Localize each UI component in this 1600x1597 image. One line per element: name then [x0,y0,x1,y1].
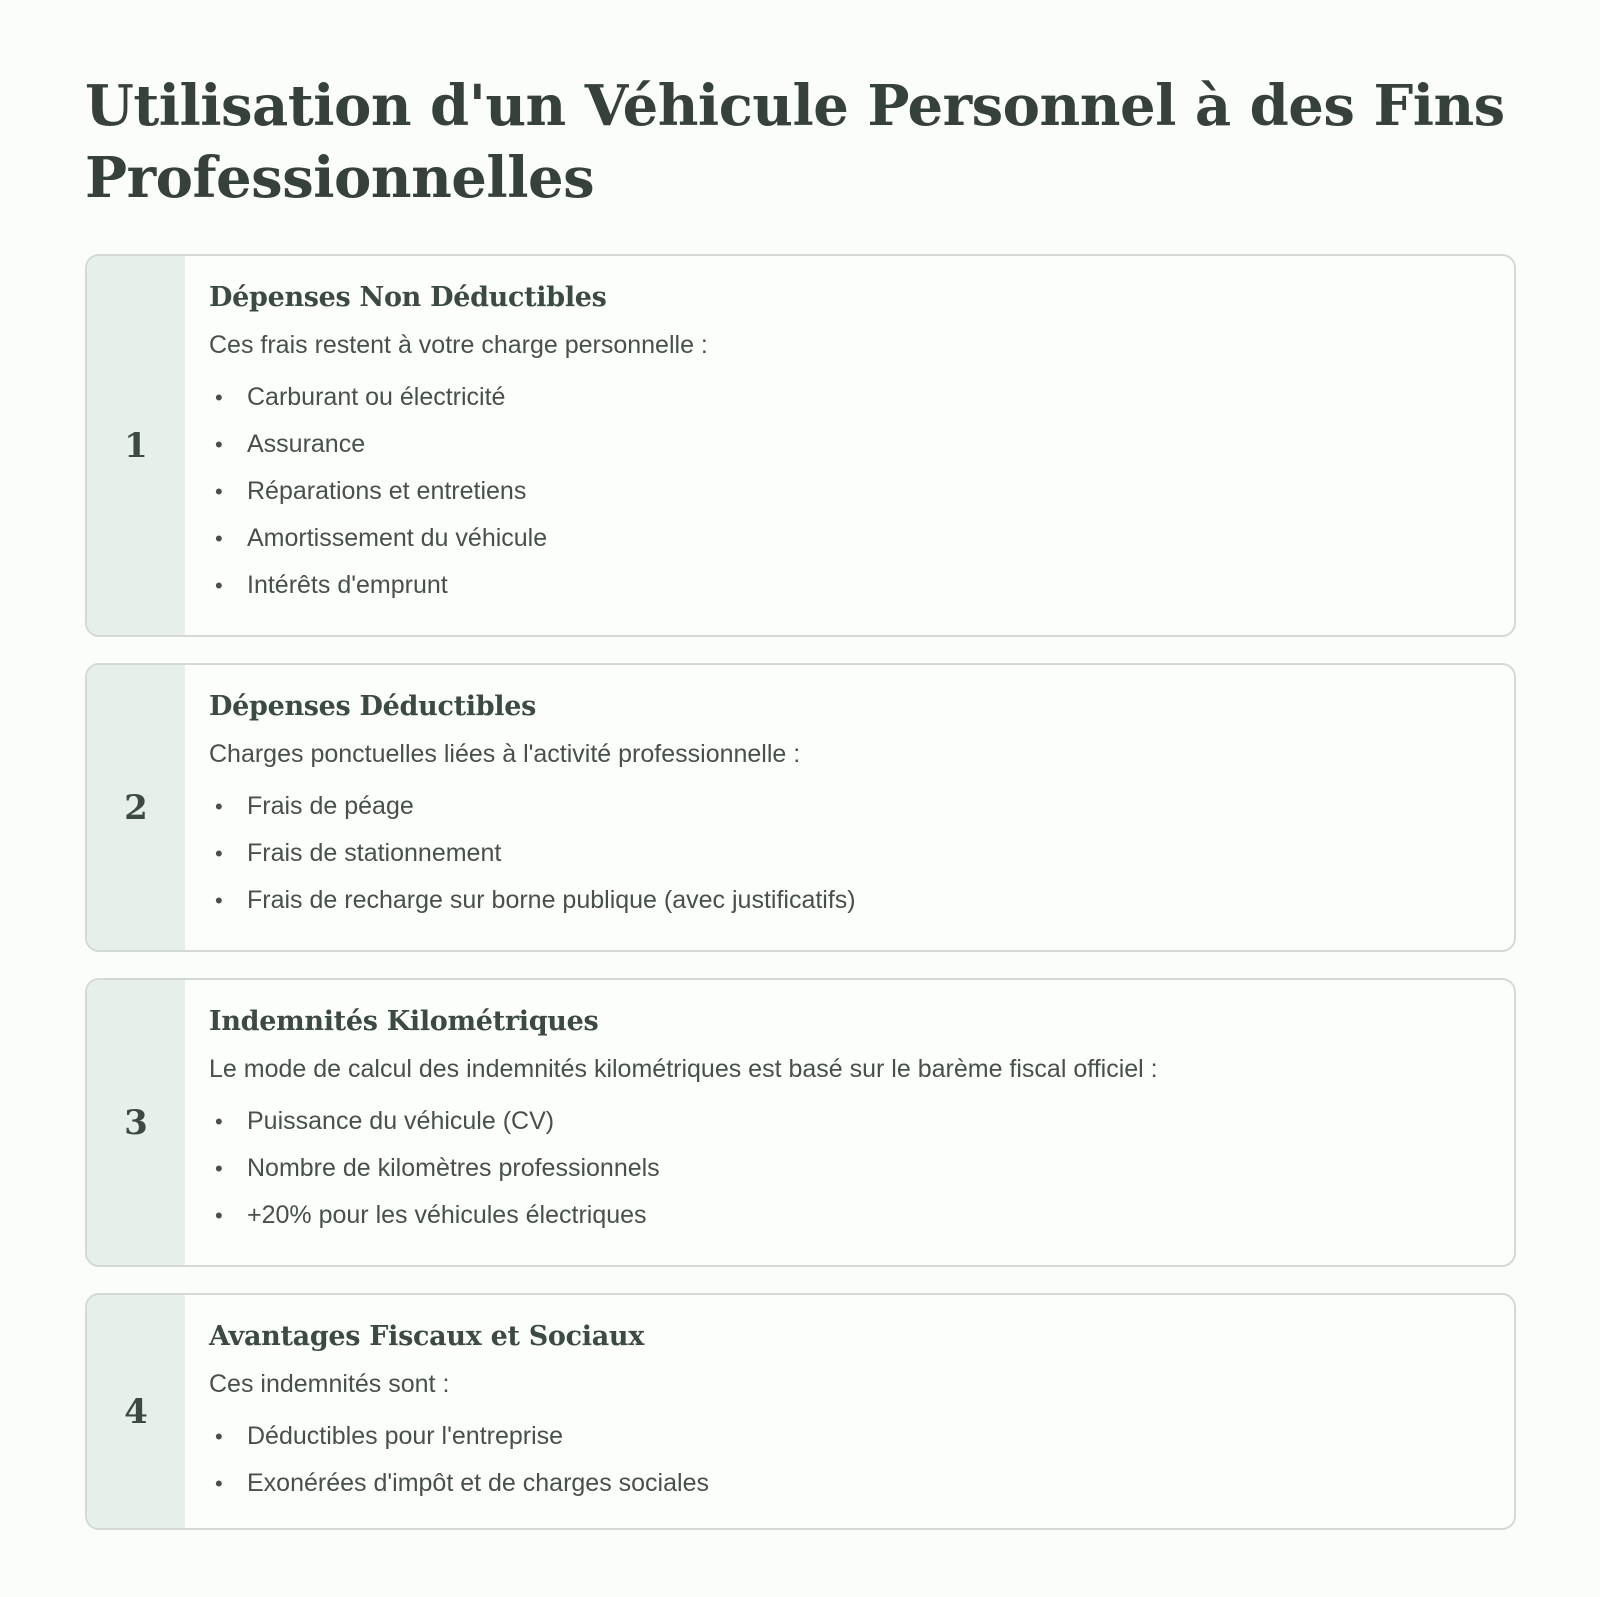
bullet-icon: • [215,1202,223,1228]
list-item [209,1413,1490,1460]
bullet-icon: • [215,525,223,551]
section-content [185,256,1514,635]
section-card-mileage-allowance [85,978,1516,1267]
list-item [209,562,1490,609]
section-number: 1 [124,425,148,466]
section-items [209,1098,1490,1239]
section-title: Avantages Fiscaux et Sociaux [209,1321,645,1352]
bullet-icon: • [215,1423,223,1449]
list-item-text: Puissance du véhicule (CV) [247,1107,555,1135]
list-item [209,877,1490,924]
section-number: 3 [124,1102,148,1143]
bullet-icon: • [215,887,223,913]
list-item [209,1098,1490,1145]
section-title: Dépenses Non Déductibles [209,282,607,313]
list-item [209,1192,1490,1239]
section-content [185,980,1514,1265]
bullet-icon: • [215,431,223,457]
section-number: 4 [124,1391,148,1432]
bullet-icon: • [215,384,223,410]
list-item-text: Frais de recharge sur borne publique (avec justificatifs) [247,886,856,914]
list-item [209,830,1490,877]
section-items [209,1413,1490,1507]
bullet-icon: • [215,840,223,866]
section-card-non-deductible [85,254,1516,637]
section-intro: Ces frais restent à votre charge personnelle : [209,331,708,359]
section-title: Indemnités Kilométriques [209,1006,599,1037]
sections-list [85,254,1516,1556]
list-item-text: Carburant ou électricité [247,383,506,411]
section-number-column [87,256,185,635]
section-number: 2 [124,787,148,828]
bullet-icon: • [215,1108,223,1134]
list-item-text: Déductibles pour l'entreprise [247,1422,564,1450]
section-title: Dépenses Déductibles [209,691,537,722]
list-item-text: Intérêts d'emprunt [247,571,448,599]
list-item [209,421,1490,468]
list-item [209,515,1490,562]
section-number-column [87,980,185,1265]
section-number-column [87,665,185,950]
section-card-tax-benefits [85,1293,1516,1530]
list-item-text: Exonérées d'impôt et de charges sociales [247,1469,709,1497]
section-items [209,783,1490,924]
list-item-text: +20% pour les véhicules électriques [247,1201,647,1229]
section-intro: Ces indemnités sont : [209,1370,450,1398]
list-item-text: Réparations et entretiens [247,477,527,505]
list-item [209,468,1490,515]
bullet-icon: • [215,793,223,819]
list-item-text: Nombre de kilomètres professionnels [247,1154,660,1182]
list-item [209,374,1490,421]
list-item-text: Frais de péage [247,792,414,820]
list-item-text: Assurance [247,430,366,458]
section-items [209,374,1490,609]
list-item [209,1145,1490,1192]
bullet-icon: • [215,572,223,598]
list-item [209,1460,1490,1507]
bullet-icon: • [215,1155,223,1181]
section-intro: Charges ponctuelles liées à l'activité professionnelle : [209,740,801,768]
bullet-icon: • [215,478,223,504]
list-item [209,783,1490,830]
section-intro: Le mode de calcul des indemnités kilométriques est basé sur le barème fiscal officiel : [209,1055,1158,1083]
section-content [185,1295,1514,1528]
bullet-icon: • [215,1470,223,1496]
list-item-text: Amortissement du véhicule [247,524,548,552]
section-card-deductible [85,663,1516,952]
page-title: Utilisation d'un Véhicule Personnel à des Fins Professionnelles [85,73,1505,211]
section-number-column [87,1295,185,1528]
list-item-text: Frais de stationnement [247,839,502,867]
section-content [185,665,1514,950]
